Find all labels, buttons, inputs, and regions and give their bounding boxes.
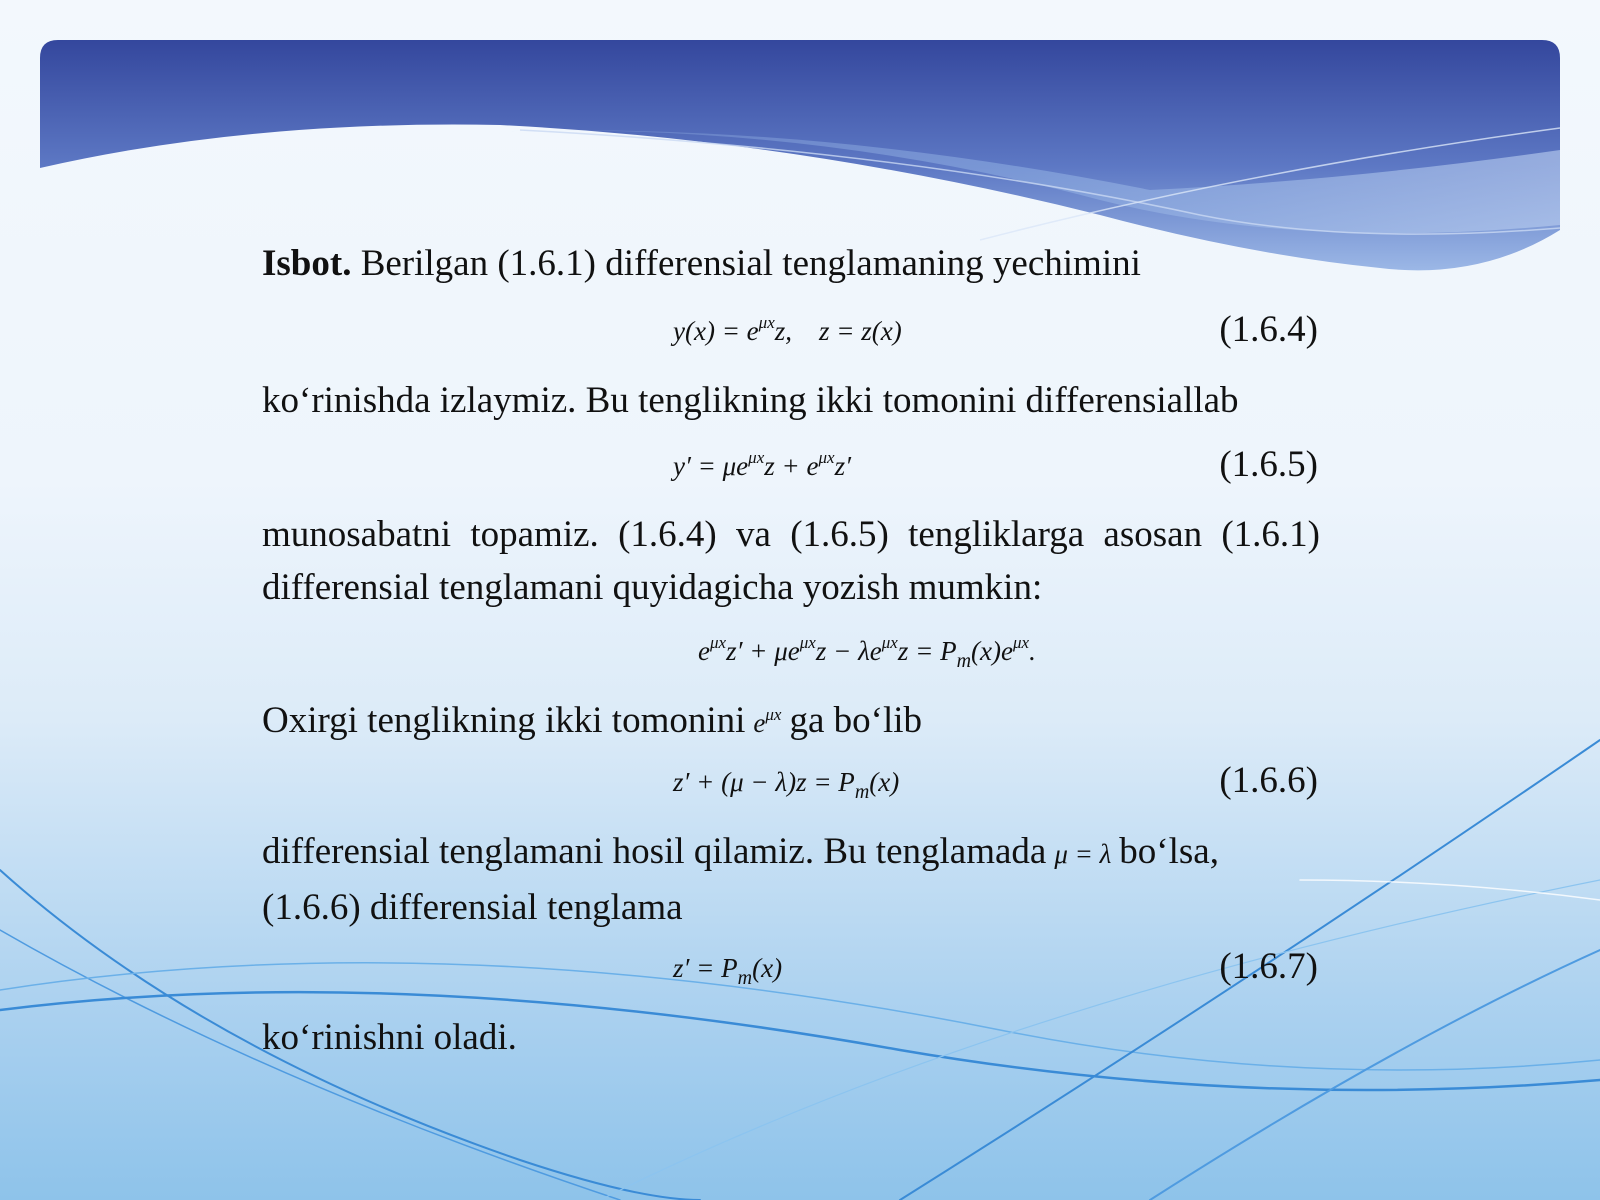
paragraph-2: ko‘rinishda izlaymiz. Bu tenglikning ikki tomonini differensiallab [262,380,1239,421]
paragraph-1 [262,237,1320,290]
inline-formula: $e^{\mu x}$ [753,705,782,738]
equation-number: (1.6.6) [1219,760,1318,801]
equation-formula: $e^{\mu x}z' + \mu e^{\mu x}z - \lambda e^{\mu x}z = P_m(x)e^{\mu x}$. [698,633,1036,672]
equation-1-6-4 [0,308,1600,358]
proof-label: Isbot. [262,243,352,284]
paragraph-1-text: Berilgan (1.6.1) differensial tenglamaning yechimini [351,243,1141,284]
paragraph-3: munosabatni topamiz. (1.6.4) va (1.6.5) tengliklarga asosan (1.6.1) differensial tenglamani quyidagicha yozish mumkin: [262,514,1320,608]
equation-number: (1.6.5) [1219,444,1318,485]
paragraph-6: ko‘rinishni oladi. [262,1017,517,1058]
equation-formula: $z' + (\mu - \lambda)z = P_m(x)$ [673,767,900,803]
equation-number: (1.6.4) [1219,309,1318,350]
inline-formula: μ = λ [1054,839,1112,869]
paragraph-5: differensial tenglamani hosil qilamiz. Bu tenglamada μ = λ bo‘lsa, (1.6.6) differensial tenglama [262,831,1219,928]
paragraph-4: Oxirgi tenglikning ikki tomonini $e^{\mu x}$ ga bo‘lib [262,700,923,741]
equation-1-6-7 [0,945,1600,995]
equation-1-6-5 [0,443,1600,493]
equation-formula: $z' = P_m(x)$ [673,953,783,989]
equation-1-6-6 [0,759,1600,809]
equation-formula: $y' = \mu e^{\mu x}z + e^{\mu x}z'$ [673,448,851,481]
equation-formula: $y(x) = e^{\mu x}z$, z = z(x) [673,313,902,346]
equation-unnumbered [0,628,1600,678]
equation-number: (1.6.7) [1219,946,1318,987]
